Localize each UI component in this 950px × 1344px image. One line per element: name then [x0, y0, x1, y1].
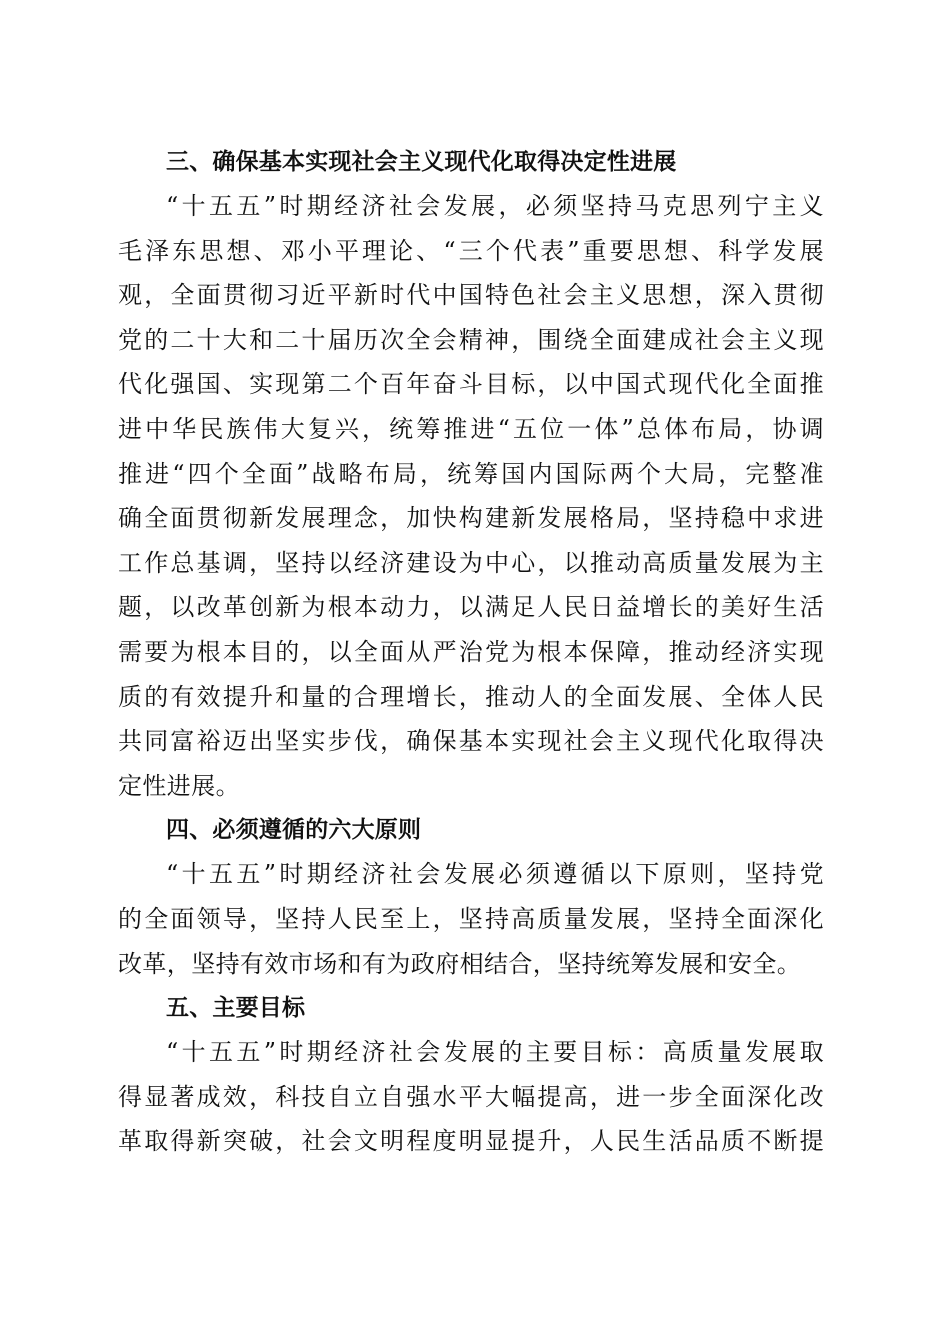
section-5-heading: 五、主要目标: [166, 995, 306, 1022]
paragraph-line: 代化强国、实现第二个百年奋斗目标，以中国式现代化全面推: [118, 370, 824, 399]
section-3-paragraph: [118, 184, 824, 808]
paragraph-line: 改革，坚持有效市场和有为政府相结合，坚持统筹发展和安全。: [118, 949, 802, 978]
paragraph-line: “十五五”时期经济社会发展的主要目标：高质量发展取: [166, 1038, 824, 1067]
paragraph-line: 的全面领导，坚持人民至上，坚持高质量发展，坚持全面深化: [118, 904, 824, 933]
paragraph-line: 质的有效提升和量的合理增长，推动人的全面发展、全体人民: [118, 682, 824, 711]
paragraph-line: 毛泽东思想、邓小平理论、“三个代表”重要思想、科学发展: [118, 236, 824, 265]
section-5-paragraph: [118, 1030, 824, 1164]
paragraph-line: “十五五”时期经济社会发展，必须坚持马克思列宁主义: [166, 192, 824, 220]
paragraph-line: 共同富裕迈出坚实步伐，确保基本实现社会主义现代化取得决: [118, 727, 824, 756]
paragraph-line: 党的二十大和二十届历次全会精神，围绕全面建成社会主义现: [118, 325, 824, 354]
paragraph-line: 革取得新突破，社会文明程度明显提升，人民生活品质不断提: [118, 1127, 824, 1156]
paragraph-line: “十五五”时期经济社会发展必须遵循以下原则，坚持党: [166, 860, 824, 889]
document-page: [118, 140, 824, 1164]
section-4-paragraph: [118, 852, 824, 986]
paragraph-line: 需要为根本目的，以全面从严治党为根本保障，推动经济实现: [118, 637, 824, 666]
paragraph-line: 题，以改革创新为根本动力，以满足人民日益增长的美好生活: [118, 593, 824, 622]
section-3-heading: 三、确保基本实现社会主义现代化取得决定性进展: [166, 149, 677, 175]
paragraph-line: 定性进展。: [118, 771, 240, 800]
paragraph-line: 确全面贯彻新发展理念，加快构建新发展格局，坚持稳中求进: [118, 504, 824, 533]
paragraph-line: 进中华民族伟大复兴，统筹推进“五位一体”总体布局，协调: [118, 414, 824, 443]
paragraph-line: 观，全面贯彻习近平新时代中国特色社会主义思想，深入贯彻: [118, 281, 824, 310]
paragraph-line: 推进“四个全面”战略布局，统筹国内国际两个大局，完整准: [118, 459, 824, 488]
paragraph-line: 工作总基调，坚持以经济建设为中心，以推动高质量发展为主: [118, 548, 824, 577]
paragraph-line: 得显著成效，科技自立自强水平大幅提高，进一步全面深化改: [118, 1082, 824, 1111]
section-4-heading: 四、必须遵循的六大原则: [166, 817, 422, 844]
